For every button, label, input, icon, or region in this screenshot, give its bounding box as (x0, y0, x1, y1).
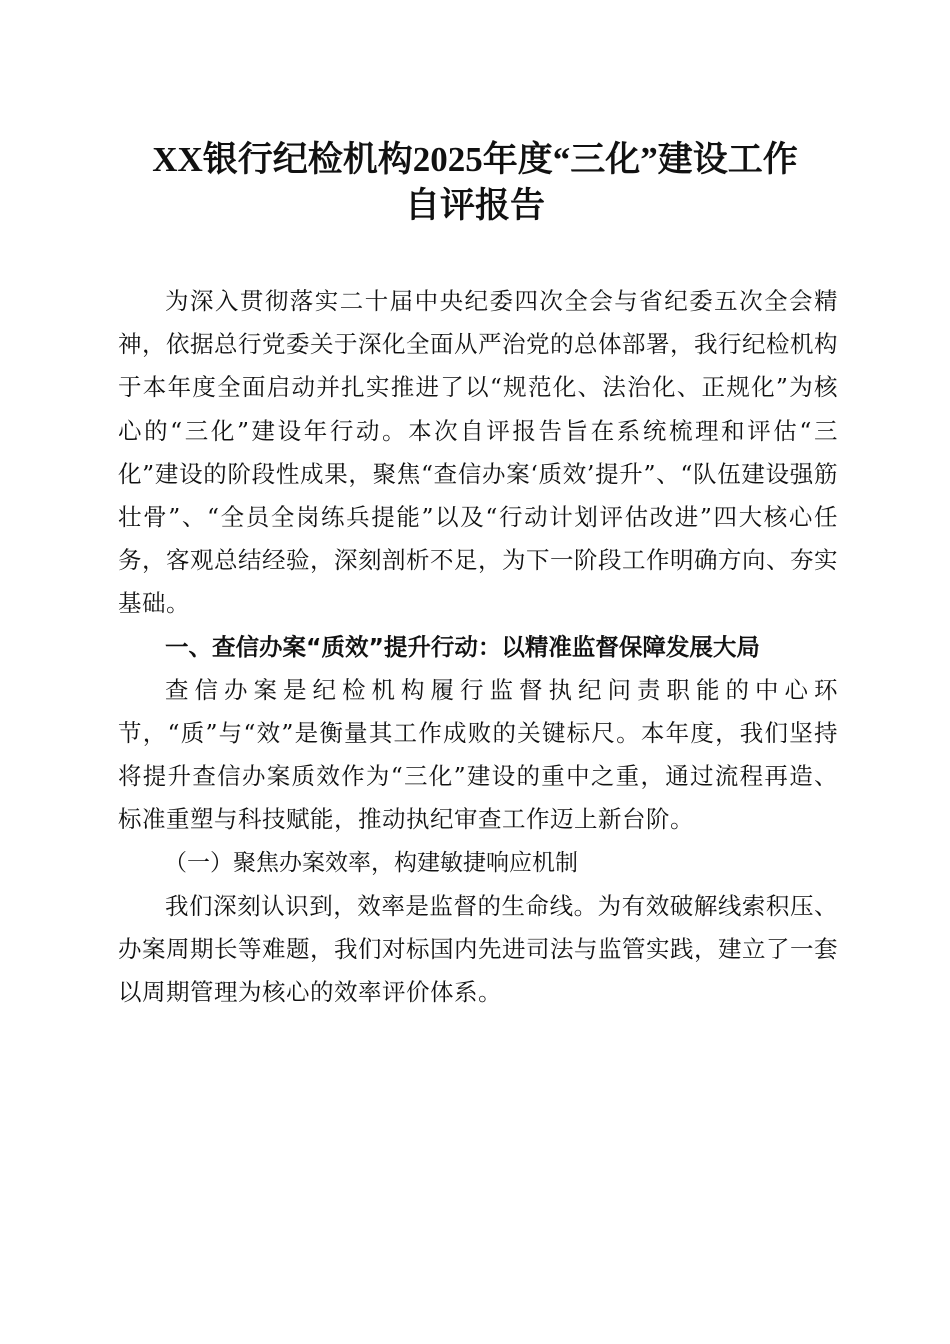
subsection-heading-1: （一）聚焦办案效率，构建敏捷响应机制 (164, 849, 578, 876)
document-title-line1: XX银行纪检机构2025年度“三化”建设工作 (152, 140, 798, 179)
intro-paragraph: 为深入贯彻落实二十届中央纪委四次全会与省纪委五次全会精神，依据总行党委关于深化全面从严治党的总体部署，我行纪检机构于本年度全面启动并扎实推进了以“规范化、法治化、正规化”为核心的“三化”建设年行动。本次自评报告旨在系统梳理和评估“三化”建设的阶段性成果，聚焦“查信办案‘质效’提升”、“队伍建设强筋壮骨”、“全员全岗练兵提能”以及“行动计划评估改进”四大核心任务，客观总结经验，深刻剖析不足，为下一阶段工作明确方向、夯实基础。 (118, 287, 838, 618)
document-body (118, 280, 838, 1014)
section-1-paragraph: 查信办案是纪检机构履行监督执纪问责职能的中心环节，“质”与“效”是衡量其工作成败的关键标尺。本年度，我们坚持将提升查信办案质效作为“三化”建设的重中之重，通过流程再造、标准重塑与科技赋能，推动执纪审查工作迈上新台阶。 (118, 675, 838, 834)
document-title-line2: 自评报告 (404, 186, 545, 225)
subsection-1-paragraph: 我们深刻认识到，效率是监督的生命线。为有效破解线索积压、办案周期长等难题，我们对标国内先进司法与监管实践，建立了一套以周期管理为核心的效率评价体系。 (118, 891, 838, 1007)
section-heading-1: 一、查信办案“质效”提升行动：以精准监督保障发展大局 (165, 632, 760, 661)
